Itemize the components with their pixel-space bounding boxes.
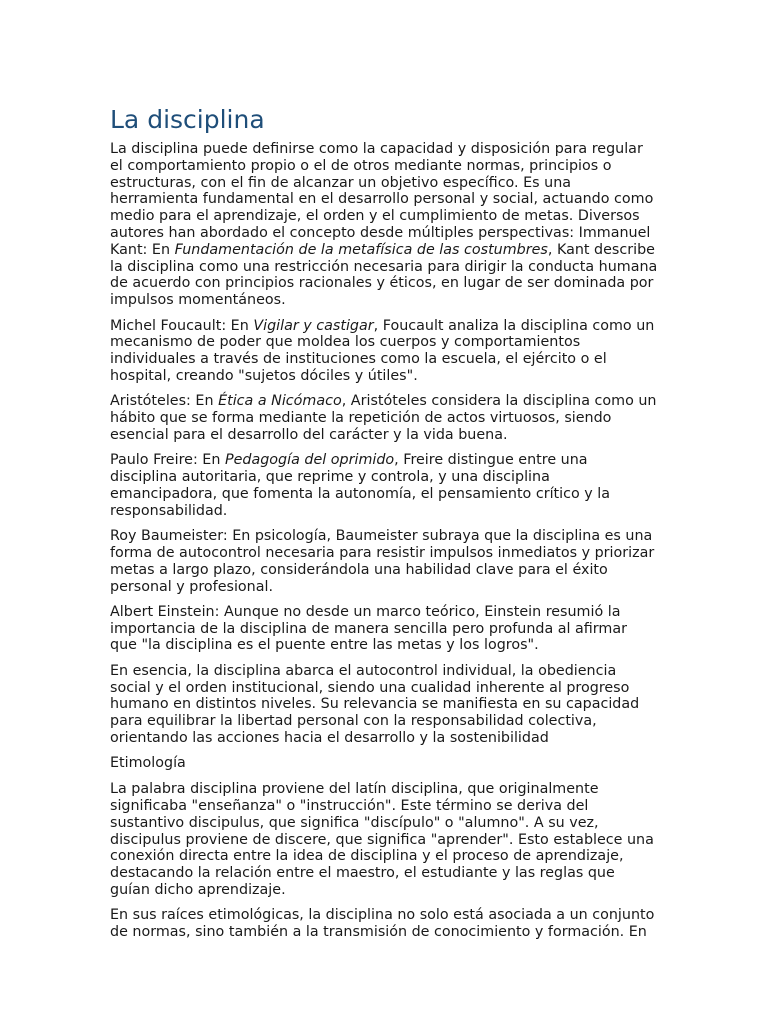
paragraph-text: Roy Baumeister: En psicología, Baumeister subraya que la disciplina es una forma de autocontrol necesaria para resistir impulsos inmediatos y priorizar metas a largo plazo, considerándola una habilidad clave para el éxito personal y profesional.	[110, 528, 655, 595]
paragraph-text: En sus raíces etimológicas, la disciplina no solo está asociada a un conjunto de normas, sino también a la transmisión de conocimiento y formación. En	[110, 907, 655, 941]
paragraph-text: Aristóteles: En	[110, 393, 219, 410]
paragraph-raices	[110, 907, 658, 941]
paragraph-text: , Foucault analiza la disciplina como un mecanismo de poder que moldea los cuerpos y comportamientos individuales a través de instituciones como la escuela, el ejército o el hospital, creando "sujetos dóciles y útiles".	[110, 317, 655, 384]
book-title: Pedagogía del oprimido	[224, 452, 395, 469]
book-title: Ética a Nicómaco	[218, 393, 342, 410]
section-heading-text: Etimología	[110, 755, 186, 772]
book-title: Vigilar y castigar	[253, 317, 374, 334]
section-heading-etimologia	[110, 755, 658, 772]
paragraph-foucault	[110, 318, 658, 385]
paragraph-aristoteles	[110, 393, 658, 443]
paragraph-etimologia	[110, 781, 658, 899]
paragraph-text: , Freire distingue entre una disciplina autoritaria, que reprime y controla, y una disciplina emancipadora, que fomenta la autonomía, el pensamiento crítico y la responsabilidad.	[110, 452, 611, 519]
paragraph-esencia	[110, 663, 658, 747]
paragraph-text: Michel Foucault: En	[110, 317, 254, 334]
paragraph-text: , Kant describe la disciplina como una restricción necesaria para dirigir la conducta humana de acuerdo con principios racionales y éticos, en lugar de ser dominada por impulsos momentáneos.	[110, 241, 658, 309]
paragraph-text: Paulo Freire: En	[110, 452, 225, 469]
paragraph-baumeister	[110, 528, 658, 595]
paragraph-freire	[110, 452, 658, 519]
paragraph-text: En esencia, la disciplina abarca el autocontrol individual, la obediencia social y el orden institucional, siendo una cualidad inherente al progreso humano en distintos niveles. Su relevancia se manifiesta en su capacidad para equilibrar la libertad personal con la responsabilidad colectiva, orientando las acciones hacia el desarrollo y la sostenibilidad	[110, 662, 640, 747]
paragraph-text: , Aristóteles considera la disciplina como un hábito que se forma mediante la repetición de actos virtuosos, siendo esencial para el desarrollo del carácter y la vida buena.	[110, 393, 657, 443]
document-page	[110, 103, 658, 950]
paragraph-intro	[110, 141, 658, 309]
paragraph-text: La palabra disciplina proviene del latín disciplina, que originalmente significaba "enseñanza" o "instrucción". Este término se deriva del sustantivo discipulus, que significa "discípulo" o "alumno". A su vez, discipulus proviene de discere, que significa "aprender". Esto establece una conexión directa entre la idea de disciplina y el proceso de aprendizaje, destacando la relación entre el maestro, el estudiante y las reglas que guían dicho aprendizaje.	[110, 781, 654, 899]
paragraph-einstein	[110, 604, 658, 654]
paragraph-text: Albert Einstein: Aunque no desde un marco teórico, Einstein resumió la importancia de la disciplina de manera sencilla pero profunda al afirmar que "la disciplina es el puente entre las metas y los logros".	[110, 603, 627, 654]
page-title: La disciplina	[110, 105, 265, 134]
book-title: Fundamentación de la metafísica de las costumbres	[174, 241, 548, 258]
paragraph-text: La disciplina puede definirse como la capacidad y disposición para regular el comportamiento propio o el de otros mediante normas, principios o estructuras, con el fin de alcanzar un objetivo específico. Es una herramienta fundamental en el desarrollo personal y social, actuando como medio para el aprendizaje, el orden y el cumplimiento de metas. Diversos autores han abordado el concepto desde múltiples perspectivas: Immanuel Kant: En	[110, 141, 654, 258]
